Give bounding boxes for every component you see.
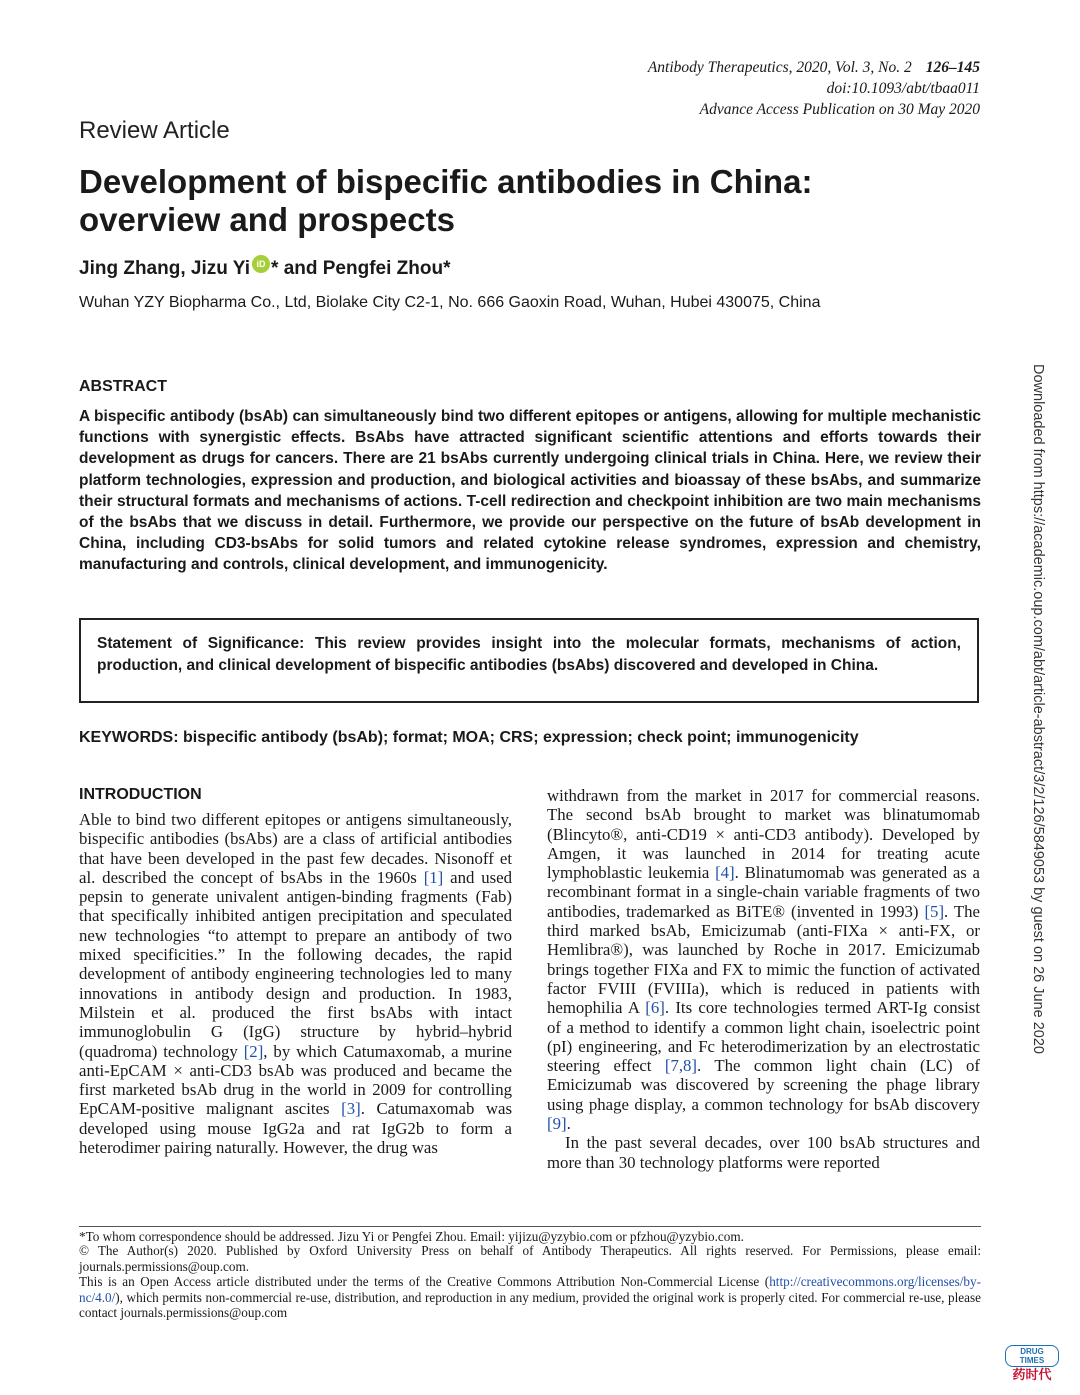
drugtimes-logo	[1005, 1345, 1059, 1384]
footnote-divider	[79, 1226, 981, 1227]
article-type: Review Article	[79, 117, 230, 144]
footnote-copyright: © The Author(s) 2020. Published by Oxford University Press on behalf of Antibody Therapeutics. All rights reserved. For Permissions, please email: journals.permissions@oup.com.	[79, 1243, 981, 1274]
author-names-rest[interactable]: * and Pengfei Zhou*	[271, 258, 451, 279]
logo-chinese-text: 药时代	[1012, 1368, 1052, 1383]
significance-text: Statement of Significance: This review provides insight into the molecular formats, mechanisms of action, production, and clinical development of bispecific antibodies (bsAbs) discovered and developed in China.	[97, 635, 961, 674]
body-column-left	[79, 810, 512, 1157]
author-names[interactable]: Jing Zhang, Jizu Yi	[79, 258, 251, 279]
article-title	[79, 163, 979, 239]
access-date: Advance Access Publication on 30 May 2020	[699, 101, 980, 118]
citation-link[interactable]: [5]	[924, 901, 945, 921]
paragraph: withdrawn from the market in 2017 for commercial reasons. The second bsAb brought to market was blinatumomab (Blincyto®, anti-CD19 × anti-CD3 antibody). Developed by Amgen, it was launched in 2014 for treating acute lymphoblastic leukemia [4]. Blinatumomab was generated as a recombinant format in a single-chain variable fragments of two antibodies, trademarked as BiTE® (invented in 1993) [5]. The third marked bsAb, Emicizumab (anti-FIXa × anti-FX, or Hemlibra®), was launched by Roche in 2017. Emicizumab brings together FIXa and FX to mimic the function of activated factor FVIII (FVIIIa), which is reduced in patients with hemophilia A [6]. Its core technologies termed ART-Ig consist of a method to identify a common light chain, isoelectric point (pI) engineering, and Fc heterodimerization by an electrostatic steering effect [7,8]. The common light chain (LC) of Emicizumab was discovered by screening the phage library using phage display, a common technology for bsAb discovery [9].	[547, 786, 980, 1134]
abstract-heading: ABSTRACT	[79, 378, 167, 395]
title-line-2: overview and prospects	[79, 201, 455, 238]
citation-link[interactable]: [4]	[715, 863, 735, 883]
footnote-correspondence: *To whom correspondence should be addressed. Jizu Yi or Pengfei Zhou. Email: yijizu@yzybio.com or pfzhou@yzybio.com.	[79, 1229, 744, 1244]
logo-badge: DRUG TIMES	[1005, 1345, 1059, 1367]
citation-link[interactable]: [2]	[243, 1041, 264, 1061]
citation-link[interactable]: [3]	[341, 1099, 361, 1119]
footnote-license: This is an Open Access article distributed under the terms of the Creative Commons Attribution Non-Commercial License (http://creativecommons.org/licenses/by-nc/4.0/), which permits non-commercial re-use, distribution, and reproduction in any medium, provided the original work is properly cited. For commercial re-use, please contact journals.permissions@oup.com	[79, 1274, 981, 1320]
page-range: 126–145	[925, 59, 980, 76]
paragraph: Able to bind two different epitopes or antigens simultaneously, bispecific antibodies (bsAbs) are a class of artificial antibodies that have been developed in the past few decades. Nisonoff et al. described the concept of bsAbs in the 1960s [1] and used pepsin to generate univalent antigen-binding fragments (Fab) that specifically inhibited antigen precipitation and speculated new technologies “to attempt to prepare an antibody of two mixed specificities.” In the following decades, the rapid development of antibody engineering technologies led to many innovations in antibody design and production. In 1983, Milstein et al. produced the first bsAbs with intact immunoglobulin G (IgG) structure by hybrid–hybrid (quadroma) technology [2], by which Catumaxomab, a murine anti-EpCAM × anti-CD3 bsAb was produced and became the first marketed bsAb drug in the world in 2009 for controlling EpCAM-positive malignant ascites [3]. Catumaxomab was developed using mouse IgG2a and rat IgG2b to form a heterodimer pairing naturally. However, the drug was	[79, 810, 513, 1158]
body-column-right	[547, 786, 980, 1172]
abstract-text: A bispecific antibody (bsAb) can simultaneously bind two different epitopes or antigens, allowing for multiple mechanistic functions with synergistic effects. BsAbs have attracted significant scientific attentions and efforts towards their development as drugs for cancers. There are 21 bsAbs currently undergoing clinical trials in China. Here, we review their platform technologies, expression and production, and biological activities and bioassay of these bsAbs, and summarize their structural formats and mechanisms of actions. T-cell redirection and checkpoint inhibition are two main mechanisms of the bsAbs that we discuss in detail. Furthermore, we provide our perspective on the future of bsAb development in China, including CD3-bsAbs for solid tumors and related cytokine release syndromes, expression and chemistry, manufacturing and controls, clinical development, and immunogenicity.	[79, 408, 981, 574]
journal-citation	[460, 57, 980, 78]
license-link[interactable]: http://creativecommons.org/licenses/by-nc/4.0/	[79, 1274, 981, 1305]
citation-link[interactable]: [6]	[645, 998, 665, 1018]
orcid-icon[interactable]: iD	[252, 255, 270, 273]
citation-link[interactable]: [9]	[547, 1114, 567, 1134]
affiliation: Wuhan YZY Biopharma Co., Ltd, Biolake City C2-1, No. 666 Gaoxin Road, Wuhan, Hubei 430075, China	[79, 294, 821, 311]
citation-link[interactable]: [7,8]	[664, 1056, 698, 1076]
journal-line: Antibody Therapeutics, 2020, Vol. 3, No. 2	[647, 59, 912, 76]
author-list	[79, 258, 450, 280]
citation-link[interactable]: [1]	[423, 867, 444, 887]
paragraph: In the past several decades, over 100 bsAb structures and more than 30 technology platforms were reported	[547, 1133, 980, 1172]
download-watermark: Downloaded from https://academic.oup.com/abt/article-abstract/3/2/126/5849053 by guest on 26 June 2020	[1030, 364, 1046, 1054]
keywords: KEYWORDS: bispecific antibody (bsAb); format; MOA; CRS; expression; check point; immunogenicity	[79, 729, 859, 746]
significance-box	[79, 618, 979, 703]
section-heading-introduction: INTRODUCTION	[79, 786, 202, 803]
title-line-1: Development of bispecific antibodies in China:	[79, 163, 813, 200]
doi[interactable]: doi:10.1093/abt/tbaa011	[826, 80, 980, 97]
